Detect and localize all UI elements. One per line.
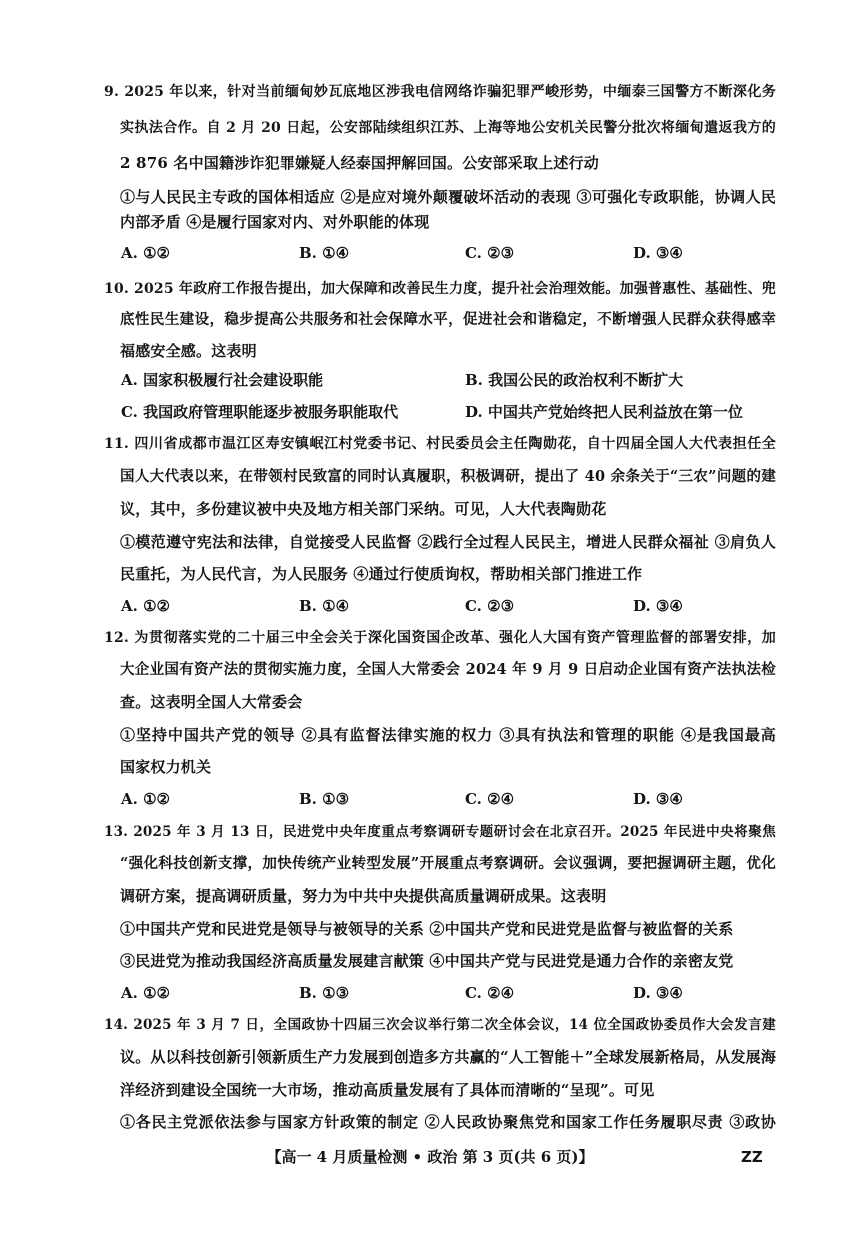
question-12-option-d: D. ③④ — [633, 790, 683, 808]
question-9-option-b: B. ①④ — [299, 244, 350, 262]
question-12-option-c: C. ②④ — [465, 790, 515, 808]
question-9-choice-line-1: ①与人民民主专政的国体相适应 ②是应对境外颠覆破坏活动的表现 ③可强化专政职能，协调人民 — [120, 188, 776, 206]
question-13-choice-line-2: ③民进党为推动我国经济高质量发展建言献策 ④中国共产党与民进党是通力合作的亲密友党 — [120, 952, 734, 970]
question-11-choice-line-2: 民重托，为人民代言，为人民服务 ④通过行使质询权，帮助相关部门推进工作 — [120, 565, 643, 583]
question-11-option-d: D. ③④ — [633, 597, 683, 615]
question-13-stem-line-3: 调研方案，提高调研质量，努力为中共中央提供高质量调研成果。这表明 — [120, 887, 607, 905]
question-13-option-c: C. ②④ — [465, 984, 515, 1002]
question-9-choice-line-2: 内部矛盾 ④是履行国家对内、对外职能的体现 — [120, 213, 430, 231]
question-9-stem-line-2: 实执法合作。自 2 月 20 日起，公安部陆续组织江苏、上海等地公安机关民警分批次将缅甸遣返我方的 — [120, 120, 776, 136]
question-11-option-a: A. ①② — [121, 597, 170, 615]
question-9-option-a: A. ①② — [121, 244, 170, 262]
question-13-option-a: A. ①② — [121, 984, 170, 1002]
question-11-option-b: B. ①④ — [299, 597, 350, 615]
question-11-stem-line-2: 国人大代表以来，在带领村民致富的同时认真履职，积极调研，提出了 40 余条关于“三农”问题的建 — [120, 468, 776, 485]
question-14-stem-line-1: 14. 2025 年 3 月 7 日，全国政协十四届三次会议举行第二次全体会议，14 位全国政协委员作大会发言建 — [104, 1017, 776, 1033]
question-13-stem-line-1: 13. 2025 年 3 月 13 日，民进党中央年度重点考察调研专题研讨会在北京召开。2025 年民进中央将聚焦 — [104, 824, 776, 840]
question-14-choice-line-1: ①各民主党派依法参与国家方针政策的制定 ②人民政协聚焦党和国家工作任务履职尽责 ③政协 — [120, 1113, 776, 1131]
question-10-option-b: B. 我国公民的政治权利不断扩大 — [465, 371, 684, 389]
question-13-stem-line-2: “强化科技创新支撑，加快传统产业转型发展”开展重点考察调研。会议强调，要把握调研主题，优化 — [120, 855, 776, 872]
question-9-stem-line-3: 2 876 名中国籍涉诈犯罪嫌疑人经泰国押解回国。公安部采取上述行动 — [120, 154, 599, 172]
question-12-choice-line-1: ①坚持中国共产党的领导 ②具有监督法律实施的权力 ③具有执法和管理的职能 ④是我国最高 — [120, 726, 776, 744]
footer-code: ZZ — [741, 1148, 763, 1166]
question-11-stem-line-1: 11. 四川省成都市温江区寿安镇岷江村党委书记、村民委员会主任陶勋花，自十四届全国人大代表担任全 — [104, 436, 776, 452]
question-13-option-b: B. ①③ — [299, 984, 350, 1002]
question-10-option-c: C. 我国政府管理职能逐步被服务职能取代 — [121, 403, 399, 421]
question-10-stem-line-2: 底性民生建设，稳步提高公共服务和社会保障水平，促进社会和谐稳定，不断增强人民群众获得感幸 — [120, 311, 776, 328]
question-12-option-a: A. ①② — [121, 790, 170, 808]
question-11-stem-line-3: 议，其中，多份建议被中央及地方相关部门采纳。可见，人大代表陶勋花 — [120, 500, 607, 518]
question-11-option-c: C. ②③ — [465, 597, 515, 615]
question-12-stem-line-1: 12. 为贯彻落实党的二十届三中全会关于深化国资国企改革、强化人大国有资产管理监督的部署安排，加 — [104, 630, 776, 646]
question-14-stem-line-3: 洋经济到建设全国统一大市场，推动高质量发展有了具体而清晰的“呈现”。可见 — [120, 1081, 655, 1099]
question-9-stem-line-1: 9. 2025 年以来，针对当前缅甸妙瓦底地区涉我电信网络诈骗犯罪严峻形势，中缅泰三国警方不断深化务 — [104, 84, 776, 100]
question-12-stem-line-2: 大企业国有资产法的贯彻实施力度，全国人大常委会 2024 年 9 月 9 日启动企业国有资产法执法检 — [120, 661, 776, 678]
question-9-option-c: C. ②③ — [465, 244, 515, 262]
question-10-option-d: D. 中国共产党始终把人民利益放在第一位 — [465, 403, 743, 421]
question-12-option-b: B. ①③ — [299, 790, 350, 808]
question-12-stem-line-3: 查。这表明全国人大常委会 — [120, 693, 303, 711]
question-10-stem-line-1: 10. 2025 年政府工作报告提出，加大保障和改善民生力度，提升社会治理效能。加强普惠性、基础性、兜 — [104, 281, 776, 297]
question-10-option-a: A. 国家积极履行社会建设职能 — [121, 371, 324, 389]
question-13-choice-line-1: ①中国共产党和民进党是领导与被领导的关系 ②中国共产党和民进党是监督与被监督的关系 — [120, 920, 734, 938]
question-10-stem-line-3: 福感安全感。这表明 — [120, 342, 257, 360]
question-13-option-d: D. ③④ — [633, 984, 683, 1002]
question-11-choice-line-1: ①模范遵守宪法和法律，自觉接受人民监督 ②践行全过程人民民主，增进人民群众福祉 ③肩负人 — [120, 533, 776, 551]
question-12-choice-line-2: 国家权力机关 — [120, 758, 212, 776]
page-footer: 【高一 4 月质量检测 • 政治 第 3 页(共 6 页)】 — [266, 1148, 594, 1166]
question-9-option-d: D. ③④ — [633, 244, 683, 262]
question-14-stem-line-2: 议。从以科技创新引领新质生产力发展到创造多方共赢的“人工智能＋”全球发展新格局，从发展海 — [120, 1048, 777, 1066]
